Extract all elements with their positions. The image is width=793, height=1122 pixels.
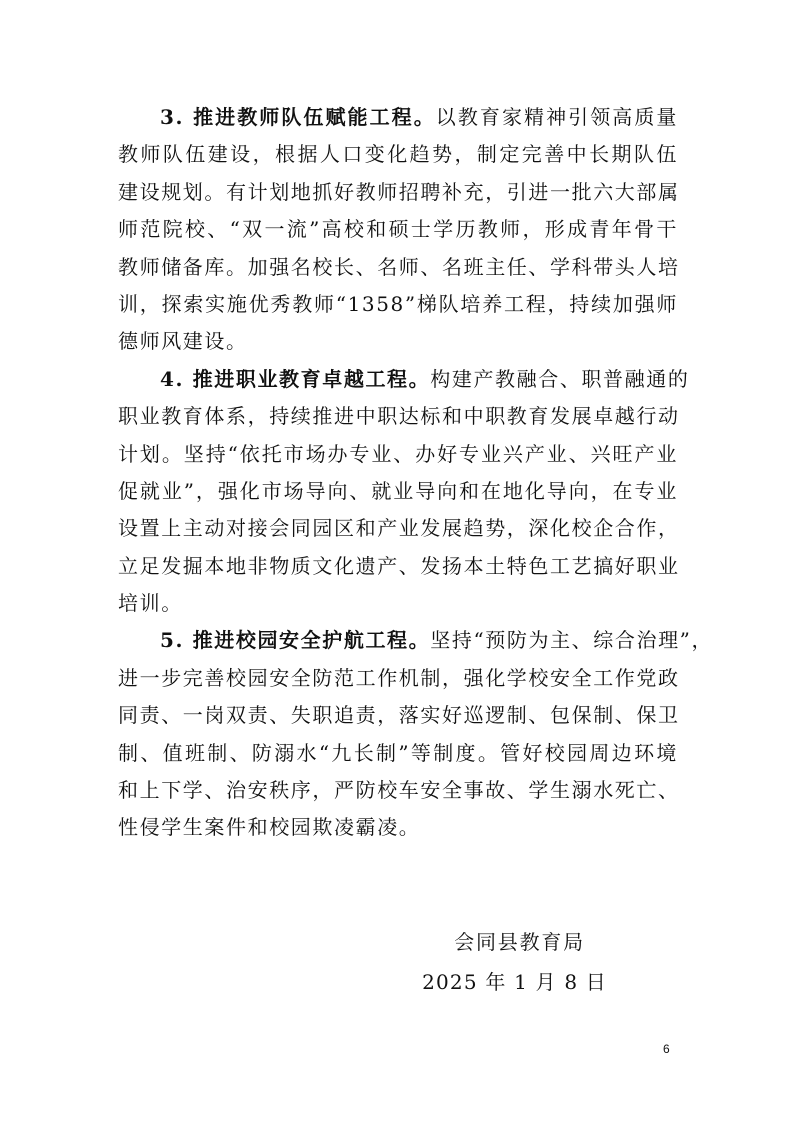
page-number: 6 <box>663 1042 670 1056</box>
paragraph-line: 促就业”，强化市场导向、就业导向和在地化导向，在专业 <box>118 478 678 503</box>
paragraph-line: 制、值班制、防溺水“九长制”等制度。管好校园周边环境 <box>118 740 678 765</box>
paragraph-line: 教师队伍建设，根据人口变化趋势，制定完善中长期队伍 <box>118 142 678 167</box>
paragraph-line: 同责、一岗双责、失职追责，落实好巡逻制、包保制、保卫 <box>118 703 680 728</box>
paragraph-line: 立足发掘本地非物质文化遗产、发扬本土特色工艺搞好职业 <box>118 553 680 578</box>
section-heading: 5. 推进校园安全护航工程。 <box>160 628 431 653</box>
paragraph-text: 以教育家精神引领高质量 <box>435 105 678 129</box>
paragraph-line: 进一步完善校园安全防范工作机制，强化学校安全工作党政 <box>118 665 680 690</box>
signature-block <box>422 922 607 1002</box>
paragraph-line <box>118 622 714 659</box>
paragraph-line: 培训。 <box>118 591 183 616</box>
paragraph-line: 性侵学生案件和校园欺凌霸凌。 <box>118 815 421 840</box>
paragraph-text: 构建产教融合、职普融通的 <box>430 366 690 391</box>
paragraph-text: 坚持“预防为主、综合治理”， <box>430 628 714 653</box>
paragraph-line <box>118 361 690 398</box>
paragraph-line: 设置上主动对接会同园区和产业发展趋势，深化校企合作， <box>118 516 680 541</box>
paragraph-line: 德师风建设。 <box>118 329 248 354</box>
paragraph-line <box>118 99 678 136</box>
paragraph-line: 师范院校、“双一流”高校和硕士学历教师，形成青年骨干 <box>118 217 678 242</box>
paragraph-line: 训，探索实施优秀教师“1358”梯队培养工程，持续加强师 <box>118 291 678 316</box>
section-campus-safety <box>118 622 714 846</box>
signature-organization: 会同县教育局 <box>454 930 585 954</box>
paragraph-line: 建设规划。有计划地抓好教师招聘补充，引进一批六大部属 <box>118 179 680 204</box>
section-teacher-team <box>118 99 678 361</box>
document-body <box>118 99 714 847</box>
section-vocational-education <box>118 361 690 623</box>
paragraph-line: 和上下学、治安秩序，严防校车安全事故、学生溺水死亡、 <box>118 778 680 803</box>
section-heading: 3. 推进教师队伍赋能工程。 <box>160 105 436 129</box>
paragraph-line: 计划。坚持“依托市场办专业、办好专业兴产业、兴旺产业 <box>118 441 678 466</box>
section-heading: 4. 推进职业教育卓越工程。 <box>160 366 431 391</box>
paragraph-line: 教师储备库。加强名校长、名师、名班主任、学科带头人培 <box>118 254 680 279</box>
signature-date: 2025 年 1 月 8 日 <box>422 970 607 994</box>
paragraph-line: 职业教育体系，持续推进中职达标和中职教育发展卓越行动 <box>118 404 680 429</box>
